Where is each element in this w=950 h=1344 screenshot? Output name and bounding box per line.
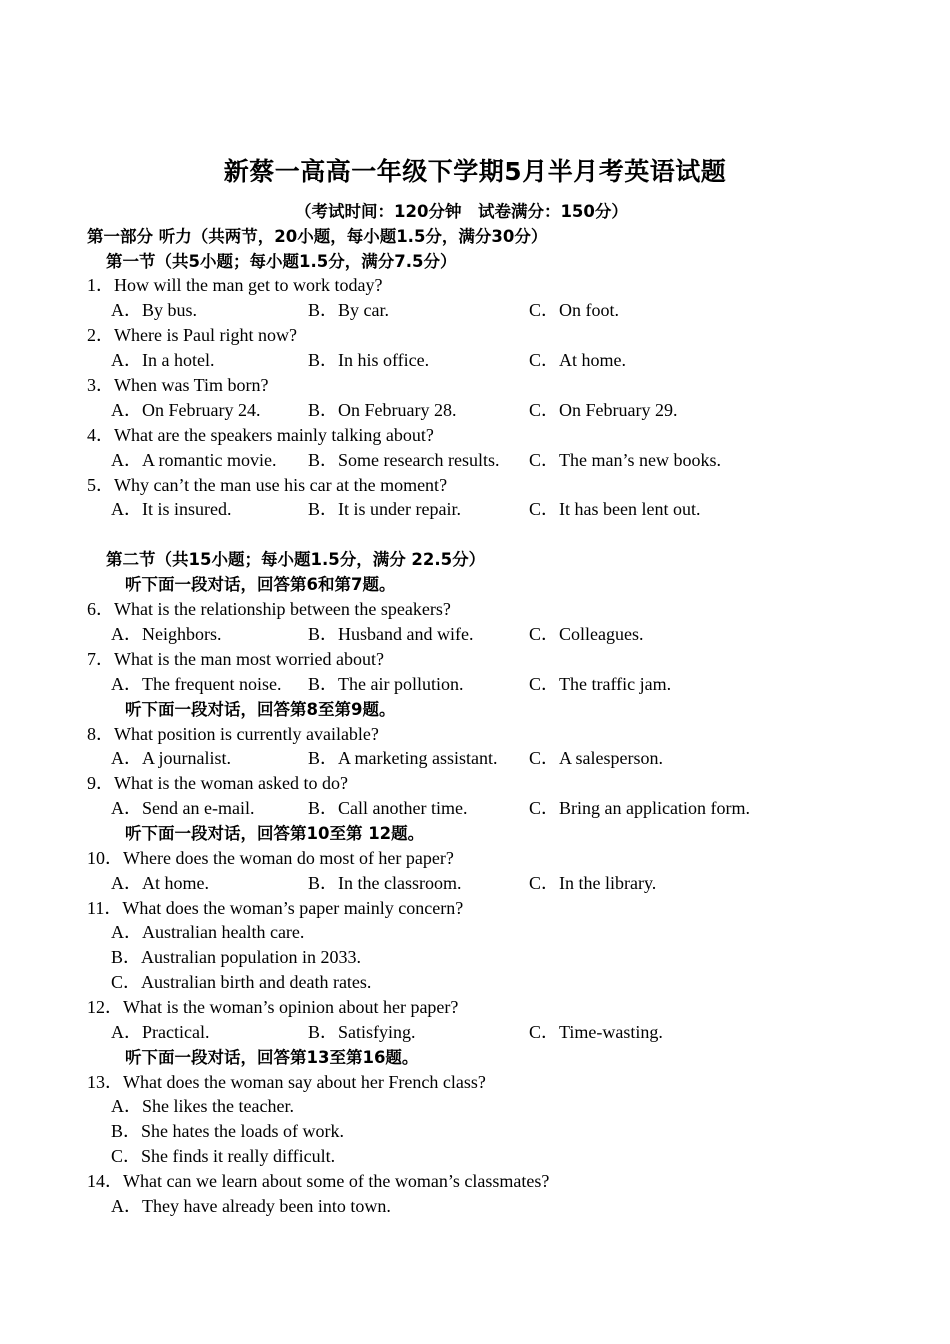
question-5: 5．Why can’t the man use his car at the moment? (87, 475, 448, 495)
q14-option-a: A．They have already been into town. (111, 1196, 391, 1216)
question-2: 2．Where is Paul right now? (87, 325, 297, 345)
q6-option-b: B．Husband and wife. (308, 624, 474, 644)
q4-option-c: C．The man’s new books. (529, 450, 721, 470)
section1-heading: 第一节（共5小题；每小题1.5分，满分7.5分） (106, 252, 457, 271)
q10-option-c: C．In the library. (529, 873, 657, 893)
q13-option-a: A．She likes the teacher. (111, 1096, 294, 1116)
question-4: 4．What are the speakers mainly talking about? (87, 425, 434, 445)
q13-option-b: B．She hates the loads of work. (111, 1121, 344, 1141)
instruction-q6-7: 听下面一段对话，回答第6和第7题。 (125, 575, 396, 594)
q3-option-a: A．On February 24. (111, 400, 261, 420)
q12-option-a: A．Practical. (111, 1022, 210, 1042)
question-7: 7．What is the man most worried about? (87, 649, 384, 669)
question-14: 14．What can we learn about some of the woman’s classmates? (87, 1171, 550, 1191)
q11-option-c: C．Australian birth and death rates. (111, 972, 372, 992)
q7-option-b: B．The air pollution. (308, 674, 464, 694)
q9-option-a: A．Send an e-mail. (111, 798, 255, 818)
q12-option-b: B．Satisfying. (308, 1022, 416, 1042)
q8-option-a: A．A journalist. (111, 748, 231, 768)
question-3: 3．When was Tim born? (87, 375, 269, 395)
instruction-q8-9: 听下面一段对话，回答第8至第9题。 (125, 700, 396, 719)
section2-heading: 第二节（共15小题；每小题1.5分，满分 22.5分） (106, 550, 486, 569)
question-8: 8．What position is currently available? (87, 724, 379, 744)
q1-option-c: C．On foot. (529, 300, 619, 320)
q5-option-c: C．It has been lent out. (529, 499, 701, 519)
q3-option-c: C．On February 29. (529, 400, 678, 420)
question-13: 13．What does the woman say about her French class? (87, 1072, 486, 1092)
q6-option-a: A．Neighbors. (111, 624, 222, 644)
q8-option-b: B．A marketing assistant. (308, 748, 498, 768)
q4-option-b: B．Some research results. (308, 450, 500, 470)
q10-option-a: A．At home. (111, 873, 209, 893)
instruction-q10-12: 听下面一段对话，回答第10至第 12题。 (125, 824, 425, 843)
q6-option-c: C．Colleagues. (529, 624, 644, 644)
question-12: 12．What is the woman’s opinion about her paper? (87, 997, 459, 1017)
q4-option-a: A．A romantic movie. (111, 450, 277, 470)
q5-option-a: A．It is insured. (111, 499, 232, 519)
q2-option-c: C．At home. (529, 350, 626, 370)
q3-option-b: B．On February 28. (308, 400, 457, 420)
q7-option-a: A．The frequent noise. (111, 674, 282, 694)
question-1: 1．How will the man get to work today? (87, 275, 383, 295)
q5-option-b: B．It is under repair. (308, 499, 461, 519)
instruction-q13-16: 听下面一段对话，回答第13至第16题。 (125, 1048, 419, 1067)
q11-option-a: A．Australian health care. (111, 922, 305, 942)
q2-option-a: A．In a hotel. (111, 350, 215, 370)
question-11: 11．What does the woman’s paper mainly concern? (87, 898, 464, 918)
q1-option-a: A．By bus. (111, 300, 198, 320)
part1-heading: 第一部分 听力（共两节，20小题，每小题1.5分，满分30分） (87, 227, 548, 246)
exam-info: （考试时间：120分钟 试卷满分：150分） (295, 202, 628, 221)
q8-option-c: C．A salesperson. (529, 748, 663, 768)
q12-option-c: C．Time-wasting. (529, 1022, 663, 1042)
question-9: 9．What is the woman asked to do? (87, 773, 348, 793)
question-6: 6．What is the relationship between the speakers? (87, 599, 451, 619)
q10-option-b: B．In the classroom. (308, 873, 462, 893)
question-10: 10．Where does the woman do most of her paper? (87, 848, 454, 868)
q7-option-c: C．The traffic jam. (529, 674, 672, 694)
q11-option-b: B．Australian population in 2033. (111, 947, 361, 967)
q1-option-b: B．By car. (308, 300, 389, 320)
q13-option-c: C．She finds it really difficult. (111, 1146, 336, 1166)
exam-title: 新蔡一高高一年级下学期5月半月考英语试题 (223, 157, 727, 186)
q9-option-b: B．Call another time. (308, 798, 468, 818)
q9-option-c: C．Bring an application form. (529, 798, 750, 818)
q2-option-b: B．In his office. (308, 350, 430, 370)
